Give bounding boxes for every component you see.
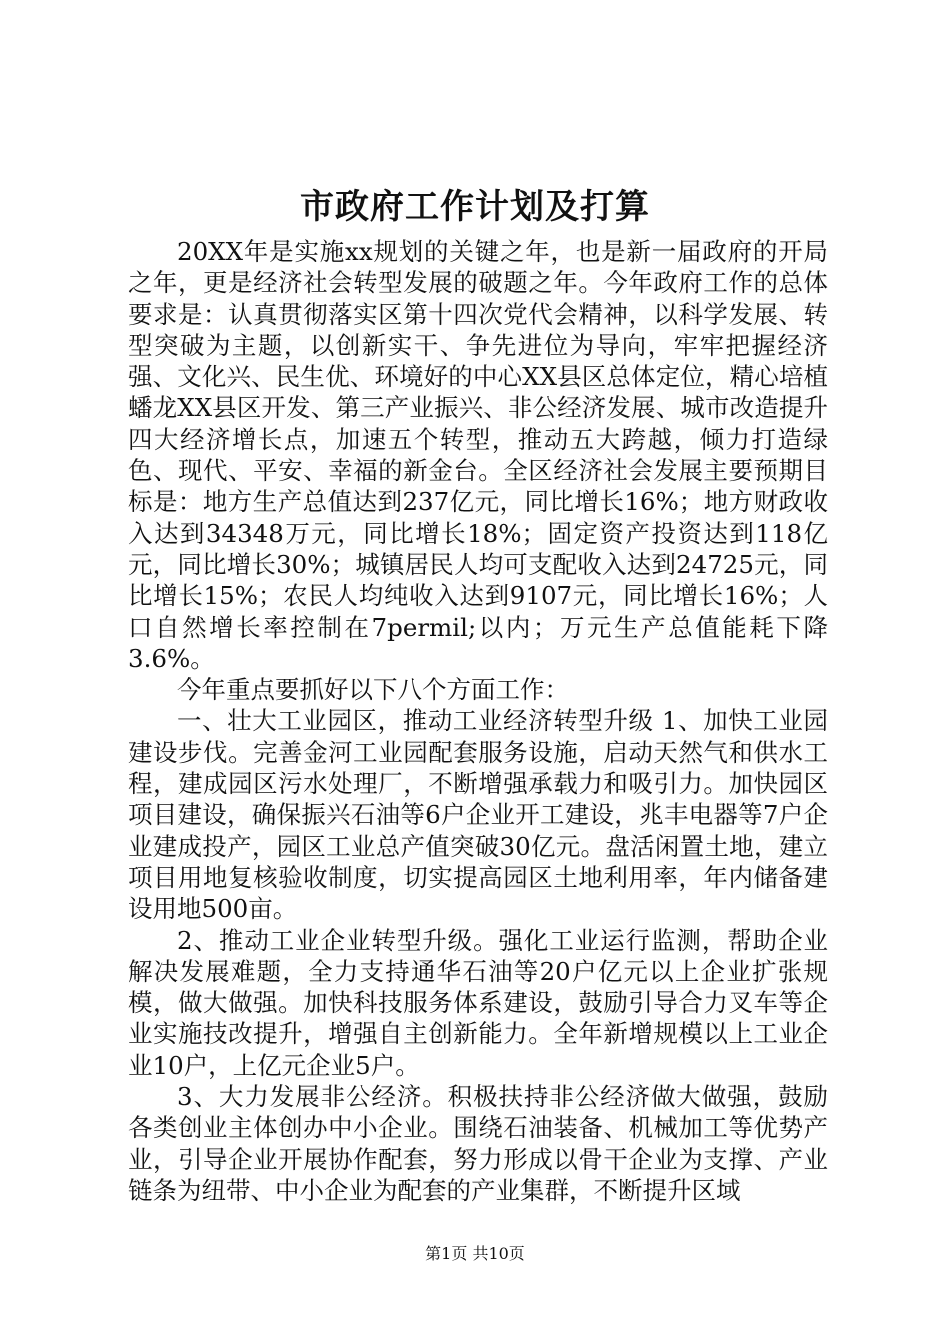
paragraph-industrial-upgrade: 2、推动工业企业转型升级。强化工业运行监测，帮助企业解决发展难题，全力支持通华石油等20户亿元以上企业扩张规模，做大做强。加快科技服务体系建设，鼓励引导合力叉车等企业实施技改提升，增强自主创新能力。全年新增规模以上工业企业10户，上亿元企业5户。: [128, 925, 828, 1080]
paragraph-intro: 20XX年是实施xx规划的关键之年，也是新一届政府的开局之年，更是经济社会转型发展的破题之年。今年政府工作的总体要求是：认真贯彻落实区第十四次党代会精神，以科学发展、转型突破为主题，以创新实干、争先进位为导向，牢牢把握经济强、文化兴、民生优、环境好的中心XX县区总体定位，精心培植蟠龙XX县区开发、第三产业振兴、非公经济发展、城市改造提升四大经济增长点，加速五个转型，推动五大跨越，倾力打造绿色、现代、平安、幸福的新金台。全区经济社会发展主要预期目标是：地方生产总值达到237亿元，同比增长16%；地方财政收入达到34348万元，同比增长18%；固定资产投资达到118亿元，同比增长30%；城镇居民人均可支配收入达到24725元，同比增长15%；农民人均纯收入达到9107元，同比增长16%；人口自然增长率控制在7permil;以内；万元生产总值能耗下降3.6%。: [128, 237, 828, 673]
paragraph-industrial-park: 一、壮大工业园区，推动工业经济转型升级 1、加快工业园建设步伐。完善金河工业园配套服务设施，启动天然气和供水工程，建成园区污水处理厂，不断增强承载力和吸引力。加快园区项目建设，确保振兴石油等6户企业开工建设，兆丰电器等7户企业建成投产，园区工业总产值突破30亿元。盘活闲置土地，建立项目用地复核验收制度，切实提高园区土地利用率，年内储备建设用地500亩。: [128, 706, 828, 924]
paragraph-key-work-lead: 今年重点要抓好以下八个方面工作：: [177, 675, 569, 705]
paragraph-non-public-economy: 3、大力发展非公经济。积极扶持非公经济做大做强，鼓励各类创业主体创办中小企业。围绕石油装备、机械加工等优势产业，引导企业开展协作配套，努力形成以骨干企业为支撑、产业链条为纽带、中小企业为配套的产业集群，不断提升区域: [128, 1082, 828, 1205]
page-title: 市政府工作计划及打算: [300, 187, 650, 227]
document-body: [128, 236, 828, 1206]
page-number: 第1页 共10页: [425, 1244, 525, 1263]
